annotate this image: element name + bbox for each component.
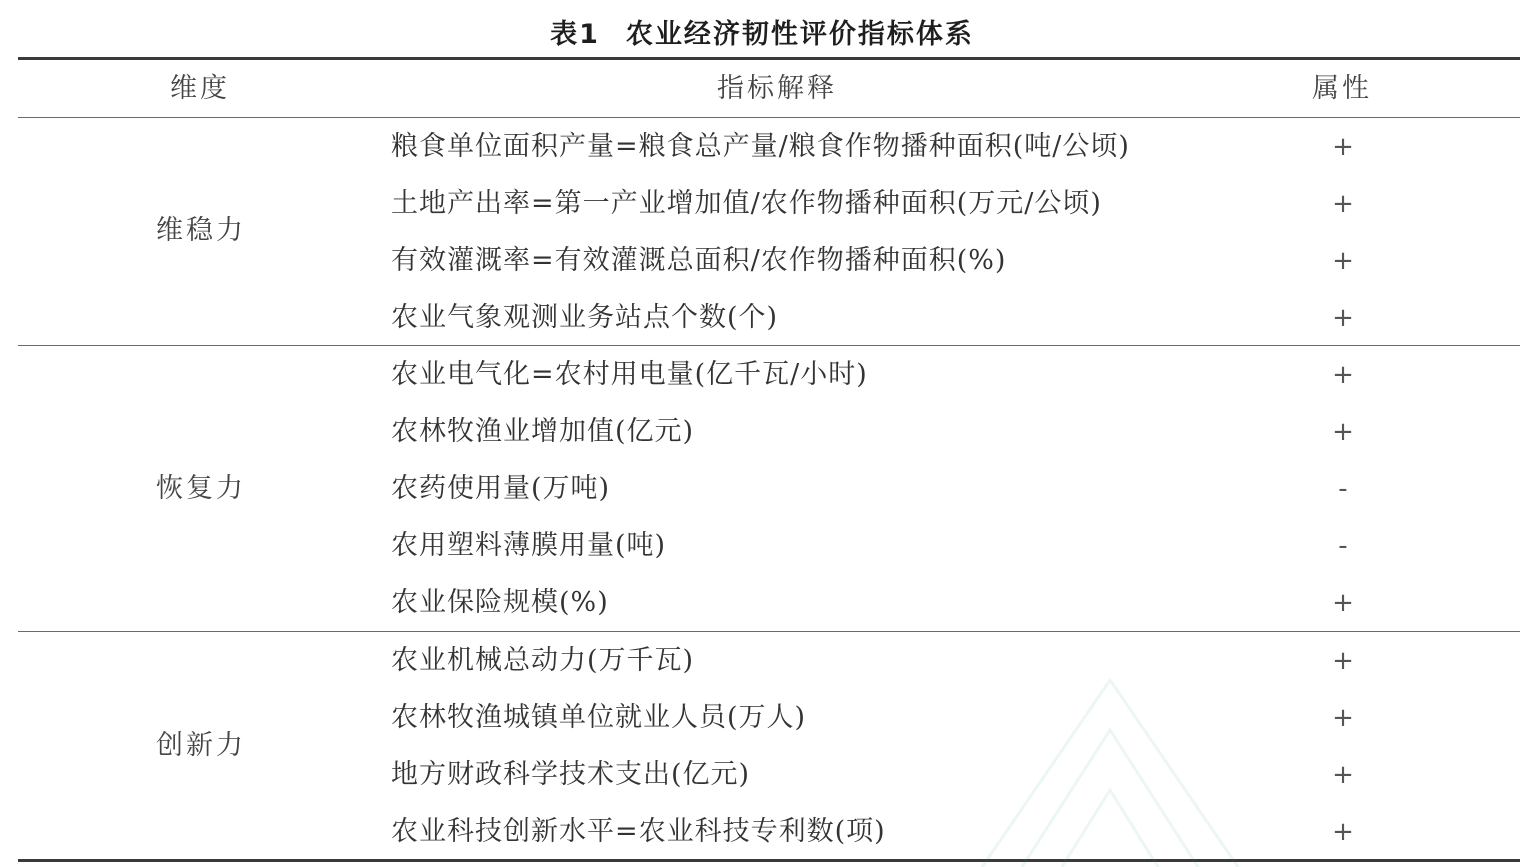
attribute-cell: + bbox=[1332, 417, 1354, 447]
group-divider bbox=[18, 345, 1520, 346]
attribute-cell: + bbox=[1332, 588, 1354, 618]
indicator-cell: 地方财政科学技术支出(亿元) bbox=[391, 759, 751, 790]
indicator-cell: 农业气象观测业务站点个数(个) bbox=[391, 302, 779, 333]
header-attribute: 属性 bbox=[1312, 73, 1372, 104]
attribute-cell: + bbox=[1332, 303, 1354, 333]
indicator-cell: 农林牧渔业增加值(亿元) bbox=[391, 416, 695, 447]
table-number: 表1 bbox=[550, 19, 600, 50]
attribute-cell: + bbox=[1332, 646, 1354, 676]
indicator-cell: 农用塑料薄膜用量(吨) bbox=[391, 530, 667, 561]
indicator-cell: 农业电气化=农村用电量(亿千瓦/小时) bbox=[391, 359, 868, 390]
indicator-cell: 粮食单位面积产量=粮食总产量/粮食作物播种面积(吨/公顷) bbox=[391, 131, 1130, 162]
indicator-cell: 农业保险规模(%) bbox=[391, 587, 609, 618]
attribute-cell: + bbox=[1332, 817, 1354, 847]
indicator-cell: 农业机械总动力(万千瓦) bbox=[391, 645, 695, 676]
dimension-label: 维稳力 bbox=[156, 215, 246, 246]
attribute-cell: + bbox=[1332, 189, 1354, 219]
table-title: 农业经济韧性评价指标体系 bbox=[625, 19, 974, 50]
indicator-cell: 土地产出率=第一产业增加值/农作物播种面积(万元/公顷) bbox=[391, 188, 1102, 219]
indicator-cell: 农业科技创新水平=农业科技专利数(项) bbox=[391, 816, 886, 847]
indicator-cell: 农林牧渔城镇单位就业人员(万人) bbox=[391, 702, 807, 733]
dimension-label: 恢复力 bbox=[156, 473, 246, 504]
attribute-cell: + bbox=[1332, 703, 1354, 733]
table-caption bbox=[0, 12, 1524, 51]
bottom-rule bbox=[18, 859, 1520, 862]
header-rule bbox=[18, 117, 1520, 118]
top-rule bbox=[18, 57, 1520, 60]
attribute-cell: + bbox=[1332, 246, 1354, 276]
indicator-cell: 农药使用量(万吨) bbox=[391, 473, 611, 504]
attribute-cell: + bbox=[1332, 760, 1354, 790]
attribute-cell: + bbox=[1332, 360, 1354, 390]
attribute-cell: + bbox=[1332, 132, 1354, 162]
watermark-graphic bbox=[960, 660, 1260, 867]
header-indicator: 指标解释 bbox=[717, 73, 837, 104]
header-dimension: 维度 bbox=[170, 73, 230, 104]
attribute-cell: - bbox=[1338, 531, 1348, 561]
attribute-cell: - bbox=[1338, 474, 1348, 504]
indicator-cell: 有效灌溉率=有效灌溉总面积/农作物播种面积(%) bbox=[391, 245, 1007, 276]
dimension-label: 创新力 bbox=[156, 730, 246, 761]
group-divider bbox=[18, 631, 1520, 632]
